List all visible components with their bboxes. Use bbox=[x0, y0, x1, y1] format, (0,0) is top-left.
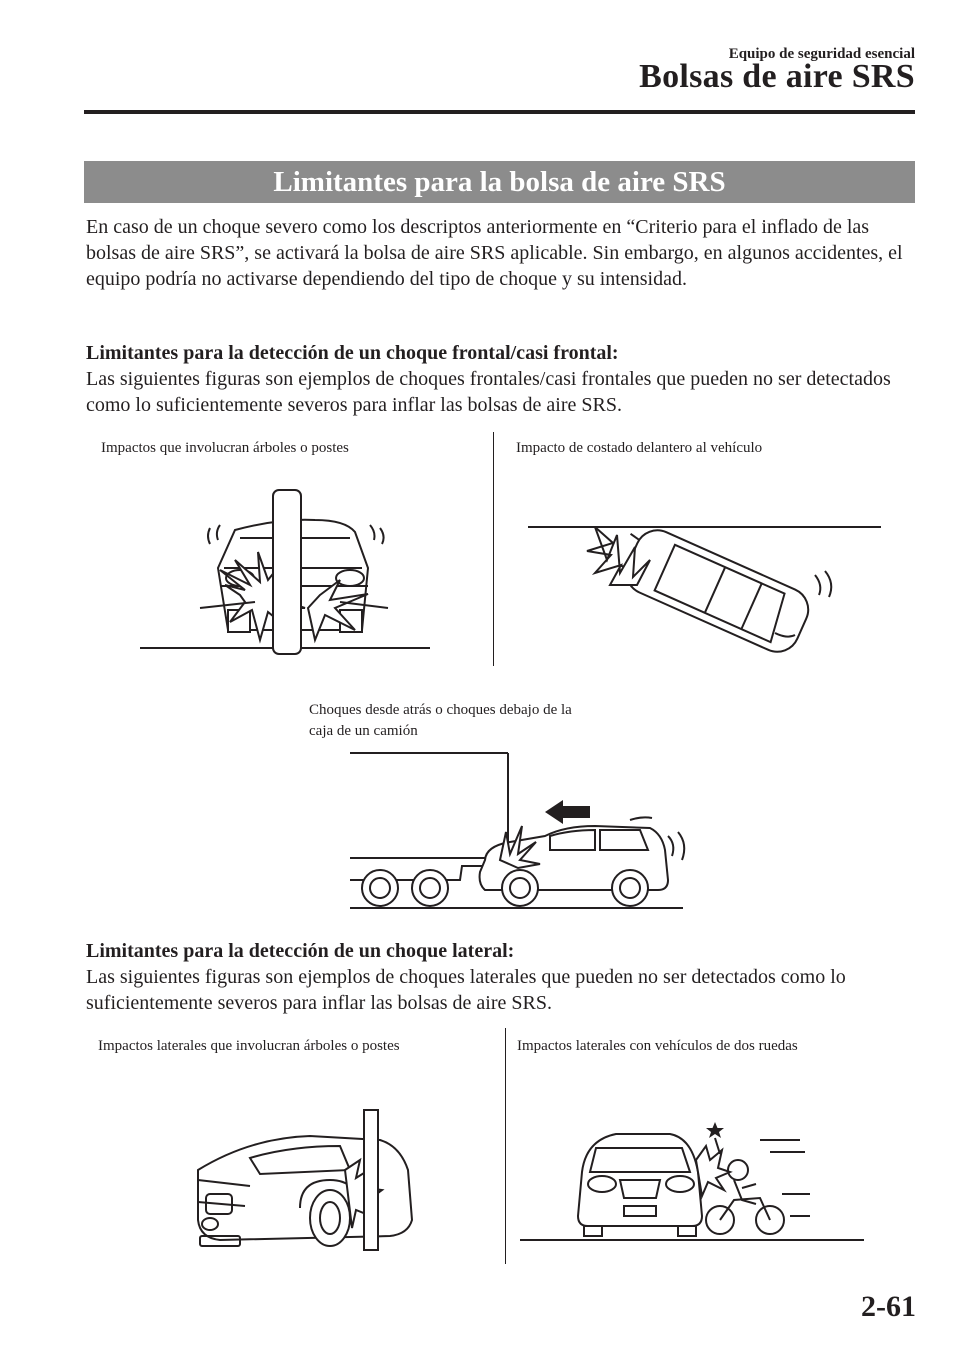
caption-rear-impact-line1: Choques desde atrás o choques debajo de la bbox=[309, 702, 572, 718]
section-title-bar: Limitantes para la bolsa de aire SRS bbox=[84, 161, 915, 203]
caption-side-front-impact: Impacto de costado delantero al vehículo bbox=[516, 440, 763, 456]
motorcycle-impact-illustration bbox=[520, 1120, 865, 1245]
lateral-text: Las siguientes figuras son ejemplos de choques laterales que pueden no ser detectados como lo suficientemente severos para inflar las bolsas de aire SRS. bbox=[86, 966, 846, 1014]
caption-two-wheel-impacts: Impactos laterales con vehículos de dos ruedas bbox=[517, 1038, 798, 1054]
front-pole-car-illustration bbox=[140, 490, 440, 660]
caption-lateral-pole-impacts: Impactos laterales que involucran árboles o postes bbox=[98, 1038, 400, 1054]
side-front-impact-illustration bbox=[525, 515, 885, 655]
caption-pole-impacts: Impactos que involucran árboles o postes bbox=[101, 440, 349, 456]
chapter-title: Bolsas de aire SRS bbox=[639, 58, 915, 95]
header-divider bbox=[84, 110, 915, 114]
lateral-pole-car-illustration bbox=[190, 1110, 430, 1255]
intro-paragraph bbox=[86, 214, 916, 292]
figure-divider-lateral bbox=[505, 1028, 506, 1264]
intro-text: En caso de un choque severo como los descriptos anteriormente en “Criterio para el inflado de las bolsas de aire SRS”, se activará la bolsa de aire SRS aplicable. Sin embargo, en algunos accidentes, el equipo podría no activarse dependiendo del tipo de choque y su intensidad. bbox=[86, 216, 903, 290]
figure-divider bbox=[493, 432, 494, 666]
caption-rear-impact-line2: caja de un camión bbox=[309, 723, 418, 739]
frontal-heading: Limitantes para la detección de un choque frontal/casi frontal: bbox=[86, 342, 619, 364]
truck-underride-illustration bbox=[350, 750, 690, 915]
lateral-heading: Limitantes para la detección de un choque lateral: bbox=[86, 940, 515, 962]
chapter-subtitle: Equipo de seguridad esencial bbox=[728, 46, 915, 62]
frontal-text: Las siguientes figuras son ejemplos de choques frontales/casi frontales que pueden no ser detectados como lo suficientemente severos para inflar las bolsas de aire SRS. bbox=[86, 368, 891, 416]
caption-rear-impact bbox=[309, 700, 572, 742]
frontal-section bbox=[86, 340, 916, 418]
page-number: 2-61 bbox=[861, 1290, 916, 1323]
lateral-section bbox=[86, 938, 916, 1016]
